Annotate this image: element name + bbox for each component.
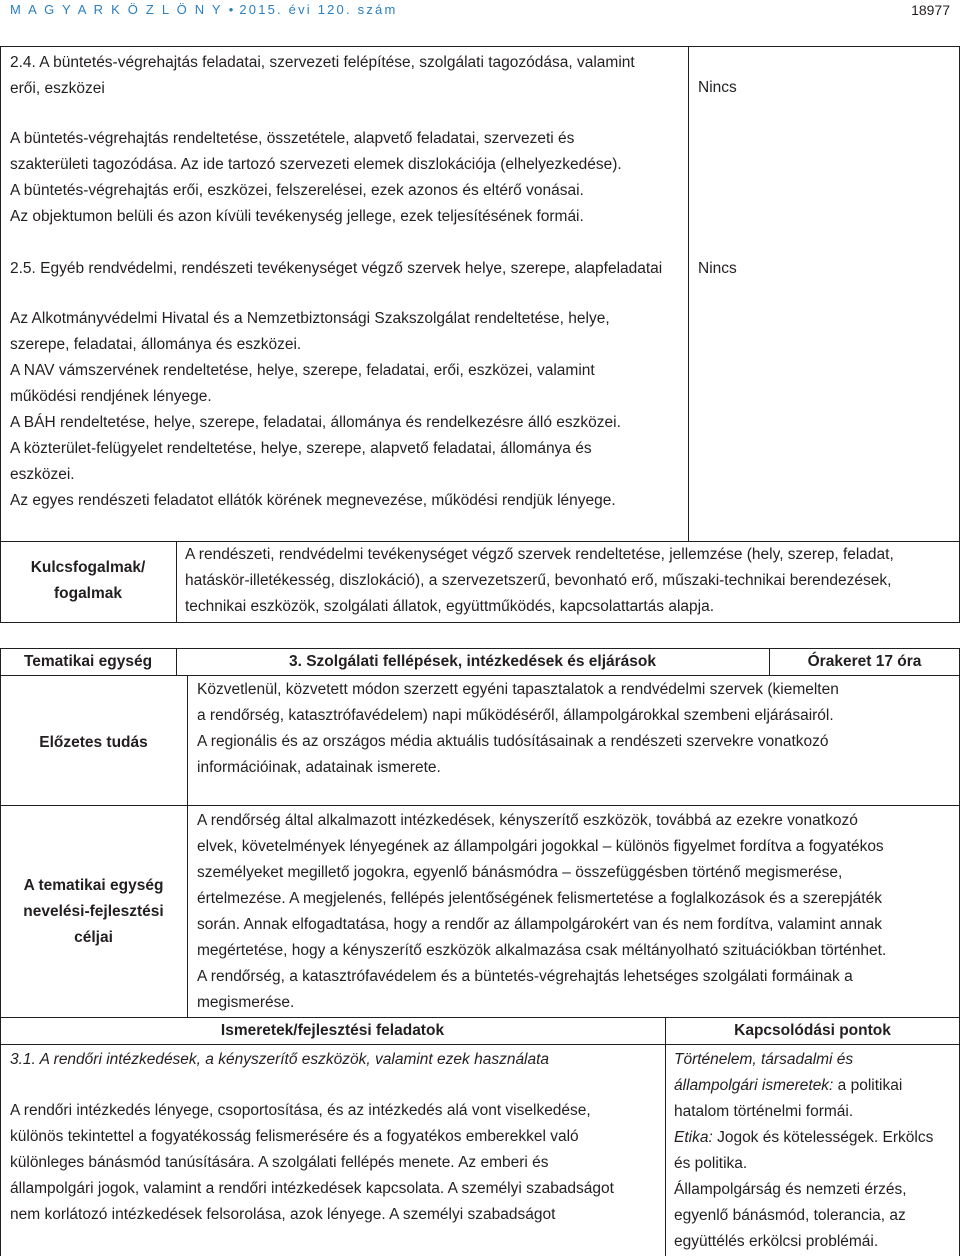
goals-label-line: nevelési-fejlesztési bbox=[23, 903, 164, 920]
content-line: A NAV vámszervének rendeltetése, helye, szerepe, feladatai, erői, eszközei, valamint bbox=[10, 362, 595, 379]
prereq-content bbox=[197, 677, 957, 781]
prereq-divider bbox=[187, 675, 188, 805]
content-line: A rendészeti, rendvédelmi tevékenységet végző szervek rendeltetése, jellemzése (hely, szerep, feladat, bbox=[185, 546, 894, 563]
content-line: A büntetés-végrehajtás rendeltetése, összetétele, alapvető feladatai, szervezeti és bbox=[10, 130, 575, 147]
content-line: szerepe, feladatai, állománya és eszközei. bbox=[10, 336, 302, 353]
content-line: állampolgári jogok, valamint a rendőri intézkedések kapcsolata. A személyi szabadságot bbox=[10, 1180, 614, 1197]
unit-title: 3. Szolgálati fellépések, intézkedések és eljárások bbox=[288, 653, 657, 670]
prereq-label: Előzetes tudás bbox=[39, 734, 148, 751]
content-line: A rendőrség által alkalmazott intézkedések, kényszerítő eszközök, továbbá az ezekre vonatkozó bbox=[197, 812, 858, 829]
journal-name: M A G Y A R K Ö Z L Ö N Y bbox=[10, 2, 223, 17]
section-2-4-connection: Nincs bbox=[698, 79, 737, 96]
col-links-header: Kapcsolódási pontok bbox=[734, 1022, 891, 1039]
goals-label-line: céljai bbox=[74, 929, 113, 946]
subtopic-3-1-content bbox=[10, 1098, 662, 1228]
link-subject: Etika: bbox=[674, 1129, 713, 1146]
columns-divider bbox=[665, 1017, 666, 1256]
content-line: A rendőri intézkedés lényege, csoportosítása, és az intézkedés alá vont viselkedése, bbox=[10, 1102, 591, 1119]
key-concepts-label-line: fogalmak bbox=[53, 585, 123, 602]
section-2-5-content bbox=[10, 306, 680, 514]
journal-issue: 2015. évi 120. szám bbox=[239, 2, 398, 17]
content-line: szakterületi tagozódása. Az ide tartozó szervezeti elemek diszlokációja (elhelyezkedése). bbox=[10, 156, 622, 173]
content-line: A közterület-felügyelet rendeltetése, helye, szerepe, alapvető feladatai, állománya és bbox=[10, 440, 592, 457]
link-text: együttélés erkölcsi problémái. bbox=[674, 1233, 879, 1250]
content-line: megismerése. bbox=[197, 994, 295, 1011]
content-line: működési rendjének lényege. bbox=[10, 388, 212, 405]
header-bullet: • bbox=[228, 2, 234, 17]
topics-table-divider bbox=[688, 46, 689, 542]
content-line: értelmezése. A megjelenés, fellépés jelentőségének felismertetése a foglalkozások és a szerepjáték bbox=[197, 890, 882, 907]
link-text: hatalom történelmi formái. bbox=[674, 1103, 854, 1120]
unit-3-row-line bbox=[0, 1044, 960, 1045]
content-line: Az egyes rendészeti feladatot ellátók körének megnevezése, működési rendjük lényege. bbox=[10, 492, 616, 509]
key-concepts-label-line: Kulcsfogalmak/ bbox=[30, 559, 146, 576]
content-line: személyeket megillető jogokra, egyenlő bánásmódra – összefüggésben történő megismerése, bbox=[197, 864, 843, 881]
unit-3-row-line bbox=[0, 675, 960, 676]
content-line: A rendőrség, a katasztrófavédelem és a büntetés-végrehajtás lehetséges szolgálati formáinak a bbox=[197, 968, 853, 985]
content-line: A BÁH rendeltetése, helye, szerepe, feladatai, állománya és rendelkezésre álló eszközei. bbox=[10, 414, 621, 431]
link-subject: Történelem, társadalmi és bbox=[674, 1051, 854, 1068]
content-line: A büntetés-végrehajtás erői, eszközei, felszerelései, ezek azonos és eltérő vonásai. bbox=[10, 182, 584, 199]
goals-content bbox=[197, 808, 957, 1016]
key-concepts-content bbox=[185, 542, 957, 620]
content-line: különleges bánásmód tanúsítására. A szolgálati fellépés menete. Az emberi és bbox=[10, 1154, 549, 1171]
key-concepts-label bbox=[0, 555, 176, 607]
content-line: hatáskör-illetékesség, diszlokáció), a szervezetszerű, bevonható erő, műszaki-technikai berendezések, bbox=[185, 572, 892, 589]
content-line: elvek, követelmények lényegének az állampolgári jogokkal – különös figyelmet fordítva a fogyatékos bbox=[197, 838, 884, 855]
key-concepts-divider bbox=[176, 541, 177, 623]
link-text: Jogok és kötelességek. Erkölcs bbox=[712, 1129, 934, 1146]
running-header bbox=[10, 2, 950, 28]
goals-label bbox=[0, 873, 187, 951]
content-line: Az objektumon belüli és azon kívüli tevékenység jellege, ezek teljesítésének formái. bbox=[10, 208, 584, 225]
content-line: során. Annak elfogadtatása, hogy a rendőr az állampolgárokért van és nem fordítva, valamint annak bbox=[197, 916, 882, 933]
content-line: A regionális és az országos média aktuális tudósításainak a rendészeti szervekre vonatkozó bbox=[197, 733, 829, 750]
journal-title bbox=[10, 2, 397, 17]
content-line: Közvetlenül, közvetett módon szerzett egyéni tapasztalatok a rendvédelmi szervek (kiemelten bbox=[197, 681, 839, 698]
unit-label: Tematikai egység bbox=[23, 653, 153, 670]
content-line: eszközei. bbox=[10, 466, 75, 483]
section-2-5-connection: Nincs bbox=[698, 260, 737, 277]
content-line: nem korlátozó intézkedések felsorolása, azok lényege. A személyi szabadságot bbox=[10, 1206, 556, 1223]
link-text: Állampolgárság és nemzeti érzés, bbox=[674, 1181, 907, 1198]
section-2-4-title-line: 2.4. A büntetés-végrehajtás feladatai, szervezeti felépítése, szolgálati tagozódása, valamint bbox=[10, 54, 635, 71]
unit-3-row-line bbox=[0, 805, 960, 806]
section-2-4-title bbox=[10, 50, 680, 102]
col-tasks-header: Ismeretek/fejlesztési feladatok bbox=[220, 1022, 445, 1039]
page-number: 18977 bbox=[911, 2, 950, 18]
goals-label-line: A tematikai egység bbox=[23, 877, 164, 894]
section-2-4-title-line: erői, eszközei bbox=[10, 80, 105, 97]
content-line: információinak, adatainak ismerete. bbox=[197, 759, 441, 776]
section-2-5-title: 2.5. Egyéb rendvédelmi, rendészeti tevékenységet végző szervek helye, szerepe, alapfeladatai bbox=[10, 260, 663, 277]
content-line: Az Alkotmányvédelmi Hivatal és a Nemzetbiztonsági Szakszolgálat rendeltetése, helye, bbox=[10, 310, 610, 327]
link-subject: állampolgári ismeretek: bbox=[674, 1077, 834, 1094]
link-text: és politika. bbox=[674, 1155, 748, 1172]
subtopic-3-1-title: 3.1. A rendőri intézkedések, a kényszerítő eszközök, valamint ezek használata bbox=[10, 1051, 550, 1068]
goals-divider bbox=[187, 805, 188, 1017]
content-line: technikai eszközök, szolgálati állatok, együttműködés, kapcsolattartás alapja. bbox=[185, 598, 715, 615]
link-text: a politikai bbox=[833, 1077, 903, 1094]
link-text: egyenlő bánásmód, tolerancia, az bbox=[674, 1207, 906, 1224]
links-content bbox=[674, 1047, 956, 1255]
unit-hours: Órakeret 17 óra bbox=[807, 653, 922, 670]
content-line: a rendőrség, katasztrófavédelem) napi működéséről, állampolgárokkal szembeni eljárásairól. bbox=[197, 707, 834, 724]
content-line: különös tekintettel a fogyatékosság felismerésére és a fogyatékos emberekkel való bbox=[10, 1128, 579, 1145]
content-line: megértetése, hogy a kényszerítő eszközök alkalmazása csak méltányolható szituációkban történhet. bbox=[197, 942, 887, 959]
section-2-4-content bbox=[10, 126, 680, 230]
